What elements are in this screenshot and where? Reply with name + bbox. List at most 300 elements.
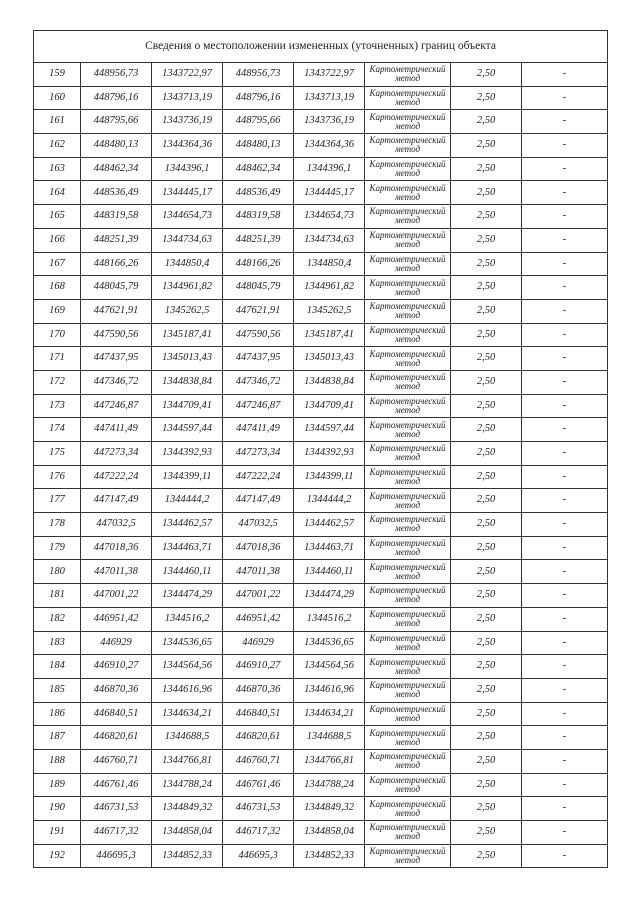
accuracy-cell: 2,50 [451, 157, 522, 181]
description-cell: - [522, 655, 608, 679]
table-row [34, 726, 608, 750]
y-new-cell: 1344445,17 [294, 181, 365, 205]
y-new-cell: 1344788,24 [294, 773, 365, 797]
x-old-cell: 447001,22 [81, 584, 152, 608]
y-old-cell: 1345262,5 [152, 299, 223, 323]
x-new-cell: 447222,24 [223, 465, 294, 489]
accuracy-cell: 2,50 [451, 442, 522, 466]
description-cell: - [522, 181, 608, 205]
y-new-cell: 1343722,97 [294, 63, 365, 87]
accuracy-cell: 2,50 [451, 394, 522, 418]
x-new-cell: 446695,3 [223, 844, 294, 868]
x-new-cell: 446840,51 [223, 702, 294, 726]
point-number-cell: 184 [34, 655, 81, 679]
description-cell: - [522, 418, 608, 442]
method-cell: Картометрический метод [365, 773, 451, 797]
x-old-cell: 446731,53 [81, 797, 152, 821]
x-new-cell: 447032,5 [223, 513, 294, 537]
table-row [34, 797, 608, 821]
point-number-cell: 176 [34, 465, 81, 489]
accuracy-cell: 2,50 [451, 465, 522, 489]
accuracy-cell: 2,50 [451, 489, 522, 513]
accuracy-cell: 2,50 [451, 205, 522, 229]
y-old-cell: 1344634,21 [152, 702, 223, 726]
point-number-cell: 188 [34, 749, 81, 773]
x-new-cell: 448045,79 [223, 276, 294, 300]
y-old-cell: 1344463,71 [152, 536, 223, 560]
x-new-cell: 448166,26 [223, 252, 294, 276]
point-number-cell: 172 [34, 370, 81, 394]
point-number-cell: 183 [34, 631, 81, 655]
x-new-cell: 446717,32 [223, 821, 294, 845]
y-new-cell: 1344654,73 [294, 205, 365, 229]
x-old-cell: 448796,16 [81, 86, 152, 110]
point-number-cell: 186 [34, 702, 81, 726]
accuracy-cell: 2,50 [451, 181, 522, 205]
y-new-cell: 1344536,65 [294, 631, 365, 655]
method-cell: Картометрический метод [365, 157, 451, 181]
y-new-cell: 1344858,04 [294, 821, 365, 845]
x-new-cell: 446731,53 [223, 797, 294, 821]
x-old-cell: 446870,36 [81, 678, 152, 702]
point-number-cell: 163 [34, 157, 81, 181]
y-old-cell: 1344516,2 [152, 607, 223, 631]
point-number-cell: 175 [34, 442, 81, 466]
accuracy-cell: 2,50 [451, 726, 522, 750]
table-row [34, 489, 608, 513]
method-cell: Картометрический метод [365, 134, 451, 158]
y-new-cell: 1344734,63 [294, 228, 365, 252]
description-cell: - [522, 134, 608, 158]
x-old-cell: 447018,36 [81, 536, 152, 560]
x-new-cell: 448462,34 [223, 157, 294, 181]
y-new-cell: 1344852,33 [294, 844, 365, 868]
method-cell: Картометрический метод [365, 110, 451, 134]
method-cell: Картометрический метод [365, 678, 451, 702]
y-old-cell: 1343713,19 [152, 86, 223, 110]
accuracy-cell: 2,50 [451, 844, 522, 868]
y-new-cell: 1344616,96 [294, 678, 365, 702]
accuracy-cell: 2,50 [451, 323, 522, 347]
x-new-cell: 446910,27 [223, 655, 294, 679]
table-row [34, 370, 608, 394]
description-cell: - [522, 228, 608, 252]
table-row [34, 773, 608, 797]
x-old-cell: 448166,26 [81, 252, 152, 276]
table-row [34, 394, 608, 418]
x-old-cell: 446951,42 [81, 607, 152, 631]
y-new-cell: 1344709,41 [294, 394, 365, 418]
y-old-cell: 1344396,1 [152, 157, 223, 181]
y-new-cell: 1344463,71 [294, 536, 365, 560]
description-cell: - [522, 584, 608, 608]
x-old-cell: 446910,27 [81, 655, 152, 679]
y-new-cell: 1345013,43 [294, 347, 365, 371]
y-old-cell: 1344460,11 [152, 560, 223, 584]
description-cell: - [522, 465, 608, 489]
y-old-cell: 1344597,44 [152, 418, 223, 442]
description-cell: - [522, 702, 608, 726]
accuracy-cell: 2,50 [451, 276, 522, 300]
accuracy-cell: 2,50 [451, 678, 522, 702]
y-old-cell: 1344734,63 [152, 228, 223, 252]
accuracy-cell: 2,50 [451, 370, 522, 394]
y-old-cell: 1344364,36 [152, 134, 223, 158]
y-old-cell: 1343722,97 [152, 63, 223, 87]
description-cell: - [522, 63, 608, 87]
x-old-cell: 448251,39 [81, 228, 152, 252]
accuracy-cell: 2,50 [451, 773, 522, 797]
method-cell: Картометрический метод [365, 560, 451, 584]
x-new-cell: 447590,56 [223, 323, 294, 347]
accuracy-cell: 2,50 [451, 821, 522, 845]
table-row [34, 465, 608, 489]
table-row [34, 655, 608, 679]
accuracy-cell: 2,50 [451, 536, 522, 560]
x-old-cell: 448319,58 [81, 205, 152, 229]
x-old-cell: 446840,51 [81, 702, 152, 726]
table-row [34, 63, 608, 87]
y-old-cell: 1344474,29 [152, 584, 223, 608]
x-old-cell: 447437,95 [81, 347, 152, 371]
description-cell: - [522, 157, 608, 181]
y-old-cell: 1344399,11 [152, 465, 223, 489]
description-cell: - [522, 442, 608, 466]
y-new-cell: 1343736,19 [294, 110, 365, 134]
accuracy-cell: 2,50 [451, 631, 522, 655]
x-old-cell: 448536,49 [81, 181, 152, 205]
table-row [34, 678, 608, 702]
x-old-cell: 447590,56 [81, 323, 152, 347]
x-old-cell: 447346,72 [81, 370, 152, 394]
y-new-cell: 1344688,5 [294, 726, 365, 750]
table-row [34, 134, 608, 158]
method-cell: Картометрический метод [365, 394, 451, 418]
table-row [34, 157, 608, 181]
table-row [34, 276, 608, 300]
description-cell: - [522, 489, 608, 513]
x-new-cell: 446929 [223, 631, 294, 655]
description-cell: - [522, 678, 608, 702]
table-row [34, 442, 608, 466]
y-old-cell: 1344688,5 [152, 726, 223, 750]
description-cell: - [522, 726, 608, 750]
method-cell: Картометрический метод [365, 655, 451, 679]
description-cell: - [522, 513, 608, 537]
table-title-row [34, 31, 608, 63]
point-number-cell: 192 [34, 844, 81, 868]
point-number-cell: 169 [34, 299, 81, 323]
table-row [34, 418, 608, 442]
x-new-cell: 448319,58 [223, 205, 294, 229]
table-row [34, 228, 608, 252]
table-body [34, 63, 608, 868]
point-number-cell: 179 [34, 536, 81, 560]
accuracy-cell: 2,50 [451, 513, 522, 537]
table-row [34, 181, 608, 205]
y-old-cell: 1344709,41 [152, 394, 223, 418]
x-new-cell: 447437,95 [223, 347, 294, 371]
y-new-cell: 1344961,82 [294, 276, 365, 300]
description-cell: - [522, 370, 608, 394]
x-old-cell: 446695,3 [81, 844, 152, 868]
table-row [34, 749, 608, 773]
accuracy-cell: 2,50 [451, 797, 522, 821]
accuracy-cell: 2,50 [451, 607, 522, 631]
x-new-cell: 447621,91 [223, 299, 294, 323]
description-cell: - [522, 347, 608, 371]
y-old-cell: 1344852,33 [152, 844, 223, 868]
y-old-cell: 1344616,96 [152, 678, 223, 702]
description-cell: - [522, 299, 608, 323]
y-old-cell: 1344961,82 [152, 276, 223, 300]
point-number-cell: 180 [34, 560, 81, 584]
description-cell: - [522, 252, 608, 276]
description-cell: - [522, 631, 608, 655]
y-old-cell: 1345187,41 [152, 323, 223, 347]
accuracy-cell: 2,50 [451, 134, 522, 158]
description-cell: - [522, 560, 608, 584]
description-cell: - [522, 844, 608, 868]
x-old-cell: 447621,91 [81, 299, 152, 323]
point-number-cell: 170 [34, 323, 81, 347]
document-page [33, 30, 607, 868]
y-new-cell: 1345187,41 [294, 323, 365, 347]
point-number-cell: 162 [34, 134, 81, 158]
x-old-cell: 447273,34 [81, 442, 152, 466]
x-old-cell: 448795,66 [81, 110, 152, 134]
method-cell: Картометрический метод [365, 702, 451, 726]
y-new-cell: 1344634,21 [294, 702, 365, 726]
y-old-cell: 1344444,2 [152, 489, 223, 513]
table-title: Сведения о местоположении измененных (уточненных) границ объекта [34, 31, 608, 63]
point-number-cell: 164 [34, 181, 81, 205]
method-cell: Картометрический метод [365, 347, 451, 371]
accuracy-cell: 2,50 [451, 560, 522, 584]
table-row [34, 299, 608, 323]
method-cell: Картометрический метод [365, 228, 451, 252]
x-old-cell: 447411,49 [81, 418, 152, 442]
method-cell: Картометрический метод [365, 86, 451, 110]
point-number-cell: 160 [34, 86, 81, 110]
point-number-cell: 174 [34, 418, 81, 442]
x-old-cell: 448462,34 [81, 157, 152, 181]
method-cell: Картометрический метод [365, 607, 451, 631]
x-old-cell: 447246,87 [81, 394, 152, 418]
x-old-cell: 447147,49 [81, 489, 152, 513]
table-row [34, 536, 608, 560]
point-number-cell: 190 [34, 797, 81, 821]
table-row [34, 821, 608, 845]
x-old-cell: 447011,38 [81, 560, 152, 584]
accuracy-cell: 2,50 [451, 749, 522, 773]
description-cell: - [522, 110, 608, 134]
accuracy-cell: 2,50 [451, 110, 522, 134]
table-row [34, 252, 608, 276]
description-cell: - [522, 276, 608, 300]
y-new-cell: 1344766,81 [294, 749, 365, 773]
point-number-cell: 182 [34, 607, 81, 631]
table-row [34, 584, 608, 608]
x-old-cell: 446717,32 [81, 821, 152, 845]
accuracy-cell: 2,50 [451, 299, 522, 323]
y-old-cell: 1344766,81 [152, 749, 223, 773]
description-cell: - [522, 394, 608, 418]
table-row [34, 844, 608, 868]
method-cell: Картометрический метод [365, 205, 451, 229]
method-cell: Картометрический метод [365, 181, 451, 205]
method-cell: Картометрический метод [365, 299, 451, 323]
x-new-cell: 447411,49 [223, 418, 294, 442]
accuracy-cell: 2,50 [451, 584, 522, 608]
y-old-cell: 1344850,4 [152, 252, 223, 276]
point-number-cell: 159 [34, 63, 81, 87]
description-cell: - [522, 773, 608, 797]
table-row [34, 86, 608, 110]
description-cell: - [522, 86, 608, 110]
x-new-cell: 448795,66 [223, 110, 294, 134]
point-number-cell: 191 [34, 821, 81, 845]
y-new-cell: 1344850,4 [294, 252, 365, 276]
description-cell: - [522, 205, 608, 229]
x-new-cell: 447001,22 [223, 584, 294, 608]
x-old-cell: 448480,13 [81, 134, 152, 158]
description-cell: - [522, 607, 608, 631]
point-number-cell: 181 [34, 584, 81, 608]
accuracy-cell: 2,50 [451, 252, 522, 276]
x-new-cell: 447018,36 [223, 536, 294, 560]
description-cell: - [522, 797, 608, 821]
point-number-cell: 167 [34, 252, 81, 276]
accuracy-cell: 2,50 [451, 418, 522, 442]
x-old-cell: 448045,79 [81, 276, 152, 300]
method-cell: Картометрический метод [365, 370, 451, 394]
method-cell: Картометрический метод [365, 797, 451, 821]
method-cell: Картометрический метод [365, 276, 451, 300]
table-row [34, 110, 608, 134]
y-new-cell: 1344364,36 [294, 134, 365, 158]
y-old-cell: 1344564,56 [152, 655, 223, 679]
y-new-cell: 1344392,93 [294, 442, 365, 466]
table-row [34, 607, 608, 631]
accuracy-cell: 2,50 [451, 86, 522, 110]
y-new-cell: 1344474,29 [294, 584, 365, 608]
x-old-cell: 446820,61 [81, 726, 152, 750]
x-new-cell: 447147,49 [223, 489, 294, 513]
y-new-cell: 1344460,11 [294, 560, 365, 584]
point-number-cell: 178 [34, 513, 81, 537]
x-old-cell: 447032,5 [81, 513, 152, 537]
y-old-cell: 1344788,24 [152, 773, 223, 797]
x-new-cell: 448251,39 [223, 228, 294, 252]
method-cell: Картометрический метод [365, 252, 451, 276]
method-cell: Картометрический метод [365, 418, 451, 442]
x-new-cell: 448956,73 [223, 63, 294, 87]
point-number-cell: 189 [34, 773, 81, 797]
description-cell: - [522, 749, 608, 773]
accuracy-cell: 2,50 [451, 228, 522, 252]
table-row [34, 347, 608, 371]
method-cell: Картометрический метод [365, 513, 451, 537]
point-number-cell: 177 [34, 489, 81, 513]
x-new-cell: 447346,72 [223, 370, 294, 394]
table-row [34, 323, 608, 347]
method-cell: Картометрический метод [365, 489, 451, 513]
x-new-cell: 447011,38 [223, 560, 294, 584]
x-old-cell: 446929 [81, 631, 152, 655]
method-cell: Картометрический метод [365, 465, 451, 489]
x-new-cell: 446760,71 [223, 749, 294, 773]
x-new-cell: 448480,13 [223, 134, 294, 158]
method-cell: Картометрический метод [365, 536, 451, 560]
y-new-cell: 1344396,1 [294, 157, 365, 181]
x-old-cell: 448956,73 [81, 63, 152, 87]
y-new-cell: 1344462,57 [294, 513, 365, 537]
table-row [34, 205, 608, 229]
y-new-cell: 1345262,5 [294, 299, 365, 323]
x-new-cell: 446820,61 [223, 726, 294, 750]
point-number-cell: 171 [34, 347, 81, 371]
y-old-cell: 1343736,19 [152, 110, 223, 134]
description-cell: - [522, 323, 608, 347]
y-old-cell: 1344838,84 [152, 370, 223, 394]
point-number-cell: 166 [34, 228, 81, 252]
x-new-cell: 447273,34 [223, 442, 294, 466]
table-row [34, 702, 608, 726]
method-cell: Картометрический метод [365, 821, 451, 845]
method-cell: Картометрический метод [365, 844, 451, 868]
table-row [34, 560, 608, 584]
y-new-cell: 1344399,11 [294, 465, 365, 489]
y-new-cell: 1343713,19 [294, 86, 365, 110]
table-row [34, 513, 608, 537]
y-old-cell: 1344445,17 [152, 181, 223, 205]
method-cell: Картометрический метод [365, 726, 451, 750]
point-number-cell: 165 [34, 205, 81, 229]
y-old-cell: 1344536,65 [152, 631, 223, 655]
method-cell: Картометрический метод [365, 63, 451, 87]
y-old-cell: 1345013,43 [152, 347, 223, 371]
y-new-cell: 1344516,2 [294, 607, 365, 631]
point-number-cell: 187 [34, 726, 81, 750]
accuracy-cell: 2,50 [451, 655, 522, 679]
y-old-cell: 1344849,32 [152, 797, 223, 821]
y-old-cell: 1344654,73 [152, 205, 223, 229]
x-new-cell: 447246,87 [223, 394, 294, 418]
table-row [34, 631, 608, 655]
accuracy-cell: 2,50 [451, 702, 522, 726]
y-new-cell: 1344597,44 [294, 418, 365, 442]
y-new-cell: 1344444,2 [294, 489, 365, 513]
point-number-cell: 168 [34, 276, 81, 300]
point-number-cell: 185 [34, 678, 81, 702]
x-new-cell: 448536,49 [223, 181, 294, 205]
method-cell: Картометрический метод [365, 323, 451, 347]
method-cell: Картометрический метод [365, 584, 451, 608]
x-old-cell: 446760,71 [81, 749, 152, 773]
x-new-cell: 446951,42 [223, 607, 294, 631]
accuracy-cell: 2,50 [451, 63, 522, 87]
y-old-cell: 1344858,04 [152, 821, 223, 845]
y-new-cell: 1344564,56 [294, 655, 365, 679]
method-cell: Картометрический метод [365, 749, 451, 773]
method-cell: Картометрический метод [365, 442, 451, 466]
description-cell: - [522, 536, 608, 560]
description-cell: - [522, 821, 608, 845]
point-number-cell: 173 [34, 394, 81, 418]
x-new-cell: 448796,16 [223, 86, 294, 110]
y-old-cell: 1344392,93 [152, 442, 223, 466]
